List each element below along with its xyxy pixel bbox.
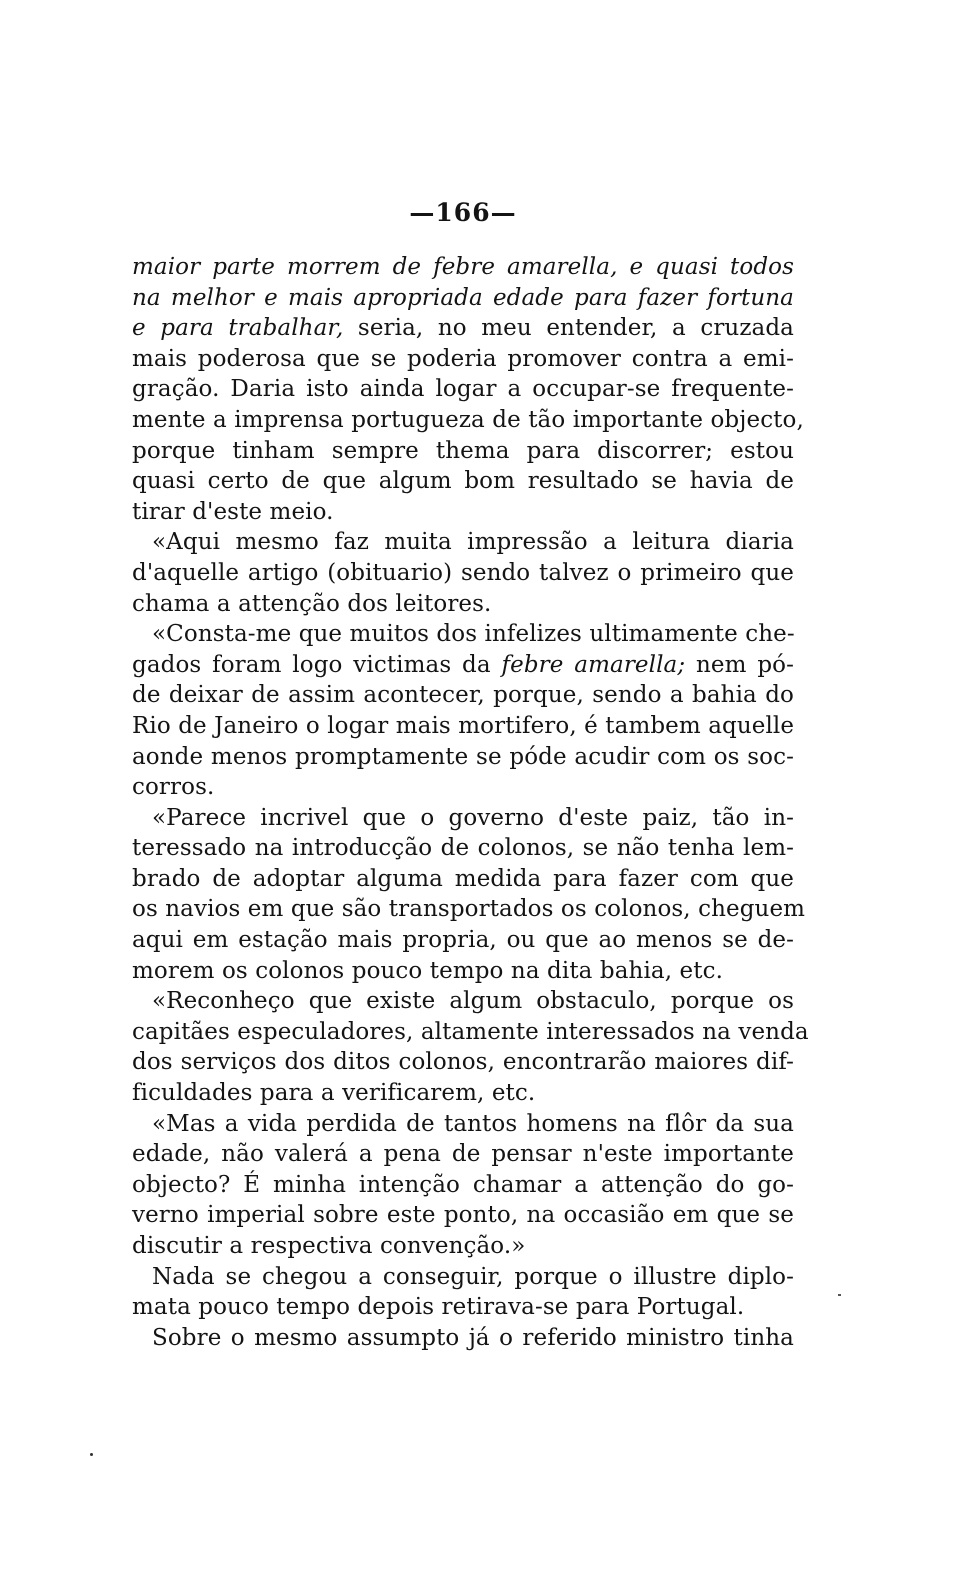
text-line (132, 1231, 794, 1262)
text-line (132, 803, 794, 834)
text-line (132, 894, 806, 925)
text-line (132, 436, 794, 467)
italic-text: na melhor e mais apropriada edade para fazer fortuna (132, 284, 794, 311)
italic-text: febre amarella; (501, 651, 686, 678)
text-segment: os navios em que são transportados os colonos, cheguem (132, 896, 806, 923)
text-segment: objecto? É minha intenção chamar a attenção do go- (132, 1171, 794, 1198)
text-line (132, 986, 794, 1017)
text-segment: «Mas a vida perdida de tantos homens na flôr da sua (152, 1110, 794, 1137)
text-line (132, 558, 794, 589)
text-line (132, 1078, 794, 1109)
text-line (132, 405, 804, 436)
text-segment: chama a attenção dos leitores. (132, 590, 492, 617)
text-line (132, 1262, 794, 1293)
italic-text: maior parte morrem de febre amarella, e quasi todos (132, 254, 794, 280)
text-line (132, 1109, 794, 1140)
text-segment: corros. (132, 774, 215, 801)
text-segment: «Consta-me que muitos dos infelizes ultimamente che- (152, 621, 795, 648)
text-segment: de deixar de assim acontecer, porque, sendo a bahia do (132, 682, 794, 709)
text-segment: dos serviços dos ditos colonos, encontrarão maiores dif- (132, 1049, 794, 1076)
text-line (132, 650, 794, 681)
text-line (132, 772, 794, 803)
text-segment: Nada se chegou a conseguir, porque o illustre diplo- (152, 1263, 794, 1290)
text-line (132, 925, 794, 956)
text-segment: aqui em estação mais propria, ou que ao menos se de- (132, 927, 794, 954)
text-line (132, 527, 794, 558)
text-segment: Sobre o mesmo assumpto já o referido ministro tinha (152, 1324, 794, 1351)
text-segment: discutir a respectiva convenção.» (132, 1233, 526, 1259)
text-line (132, 1323, 794, 1354)
text-segment: capitães especuladores, altamente interessados na venda (132, 1018, 809, 1045)
ink-speck (838, 1294, 841, 1296)
text-segment: morem os colonos pouco tempo na dita bahia, etc. (132, 957, 723, 984)
text-line (132, 1017, 809, 1048)
text-segment: mata pouco tempo depois retirava-se para Portugal. (132, 1294, 745, 1321)
text-line (132, 1170, 794, 1201)
text-segment: «Aqui mesmo faz muita impressão a leitura diaria (152, 529, 794, 556)
text-line (132, 956, 794, 987)
body-text (132, 252, 809, 1353)
text-segment: gados foram logo victimas da (132, 651, 502, 678)
text-segment: ficuldades para a verificarem, etc. (132, 1080, 536, 1107)
text-line (132, 619, 794, 650)
text-segment: teressado na introducção de colonos, se não tenha lem- (132, 835, 794, 862)
text-line (132, 589, 794, 620)
text-segment: quasi certo de que algum bom resultado se havia de (132, 468, 794, 495)
text-line (132, 742, 794, 773)
text-segment: mais poderosa que se poderia promover contra a emi- (132, 345, 794, 372)
text-line (132, 833, 794, 864)
text-segment: mente a imprensa portugueza de tão importante objecto, (132, 406, 804, 433)
text-segment: edade, não valerá a pena de pensar n'este importante (132, 1141, 794, 1168)
text-segment: verno imperial sobre este ponto, na occasião em que se (132, 1202, 794, 1229)
text-line (132, 864, 794, 895)
text-line (132, 466, 794, 497)
text-segment: d'aquelle artigo (obituario) sendo talvez o primeiro que (132, 559, 794, 586)
text-line (132, 1292, 794, 1323)
text-segment: nem pó- (685, 651, 795, 678)
text-line (132, 1047, 794, 1078)
text-segment: «Parece incrivel que o governo d'este paiz, tão in- (152, 804, 794, 831)
text-line (132, 252, 794, 283)
text-line (132, 374, 794, 405)
text-line (132, 1200, 794, 1231)
text-line (132, 1139, 794, 1170)
text-segment: tirar d'este meio. (132, 498, 334, 525)
text-line (132, 313, 794, 344)
text-segment: seria, no meu entender, a cruzada (343, 315, 794, 342)
text-line (132, 680, 794, 711)
text-segment: porque tinham sempre thema para discorrer; estou (132, 437, 794, 464)
text-line (132, 497, 794, 528)
text-segment: aonde menos promptamente se póde acudir com os soc- (132, 743, 794, 770)
text-segment: gração. Daria isto ainda logar a occupar-se frequente- (132, 376, 794, 403)
ink-speck (90, 1453, 93, 1456)
text-segment: Rio de Janeiro o logar mais mortifero, é tambem aquelle (132, 712, 795, 739)
text-line (132, 283, 794, 314)
text-line (132, 711, 794, 742)
text-line (132, 344, 794, 375)
italic-text: e para trabalhar, (132, 315, 344, 342)
text-segment: brado de adoptar alguma medida para fazer com que (132, 865, 794, 892)
page-number: —166— (409, 198, 517, 227)
text-segment: «Reconheço que existe algum obstaculo, porque os (152, 988, 794, 1015)
